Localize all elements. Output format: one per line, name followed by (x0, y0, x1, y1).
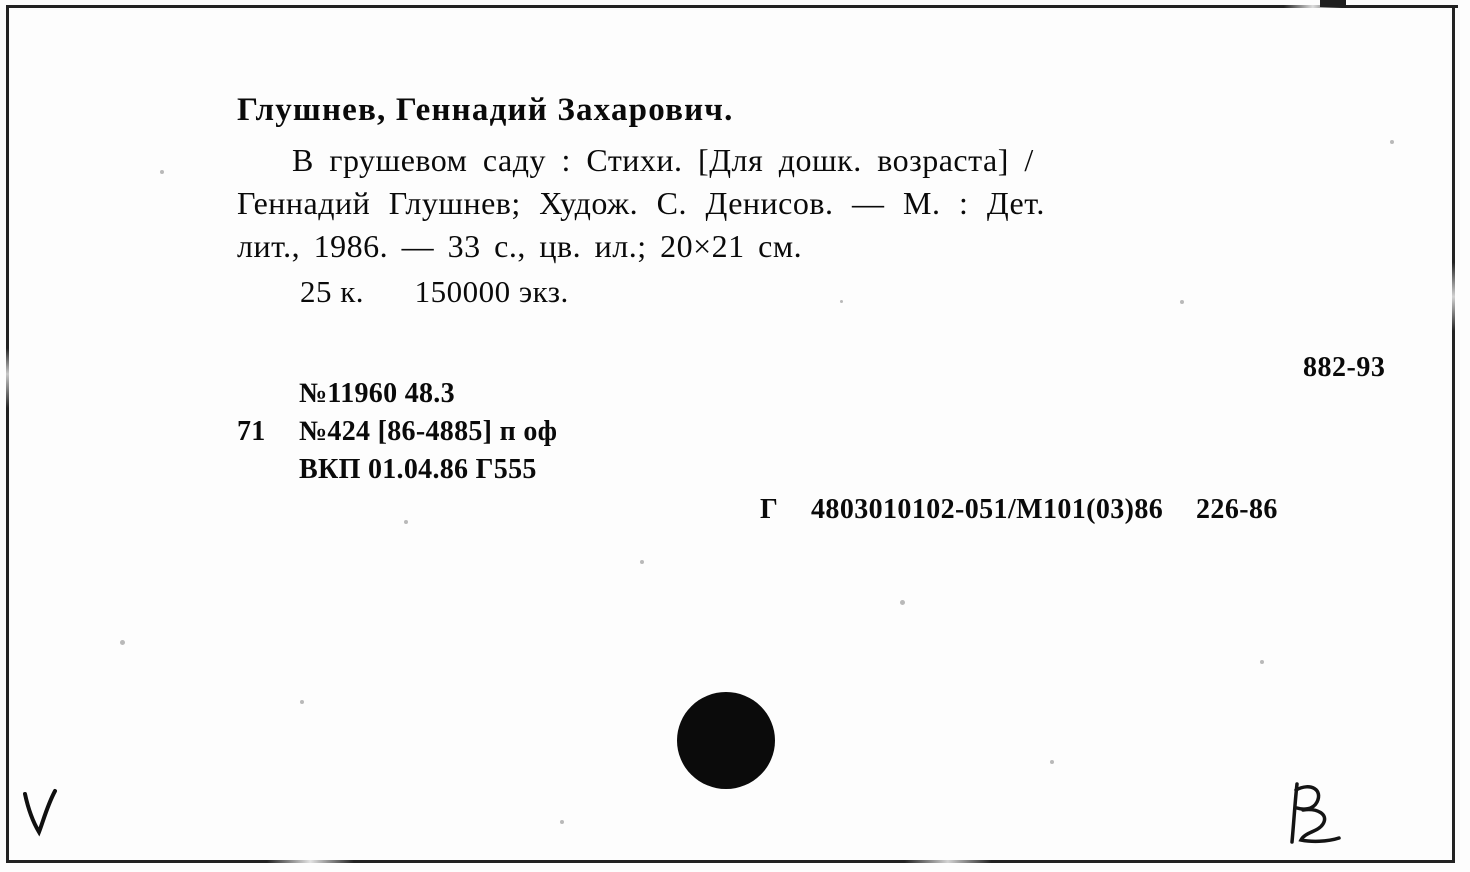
classification-index: 882-93 (1303, 352, 1386, 383)
handwritten-initials-icon (1283, 780, 1347, 850)
description-line-1: В грушевом саду : Стихи. [Для дошк. возраста] / (292, 142, 1034, 178)
registration-line-2 (237, 413, 557, 451)
description-line-2: Геннадий Глушнев; Худож. С. Денисов. — М. : Дет. (237, 185, 1045, 221)
check-mark-icon (22, 788, 62, 840)
price-value: 25 к. (300, 274, 365, 309)
imprint-code-suffix: 226-86 (1196, 494, 1278, 525)
description-line-3: лит., 1986. — 33 с., цв. ил.; 20×21 см. (237, 228, 803, 264)
imprint-code (760, 494, 1278, 526)
ink-blot-icon (677, 692, 775, 789)
bibliographic-description (237, 139, 1367, 268)
registration-line-2-lead: 71 (237, 416, 266, 447)
registration-line-1: №11960 48.3 (299, 378, 455, 409)
imprint-code-prefix: Г (760, 494, 779, 525)
imprint-code-value: 4803010102-051/М101(03)86 (811, 494, 1164, 525)
print-run-value: 150000 экз. (414, 274, 569, 309)
registration-block (237, 375, 557, 489)
price-and-print-run (300, 274, 569, 310)
author-heading: Глушнев, Геннадий Захарович. (237, 92, 734, 128)
registration-line-3: ВКП 01.04.86 Г555 (299, 454, 537, 485)
registration-line-2-text: №424 [86-4885] п оф (299, 416, 558, 447)
